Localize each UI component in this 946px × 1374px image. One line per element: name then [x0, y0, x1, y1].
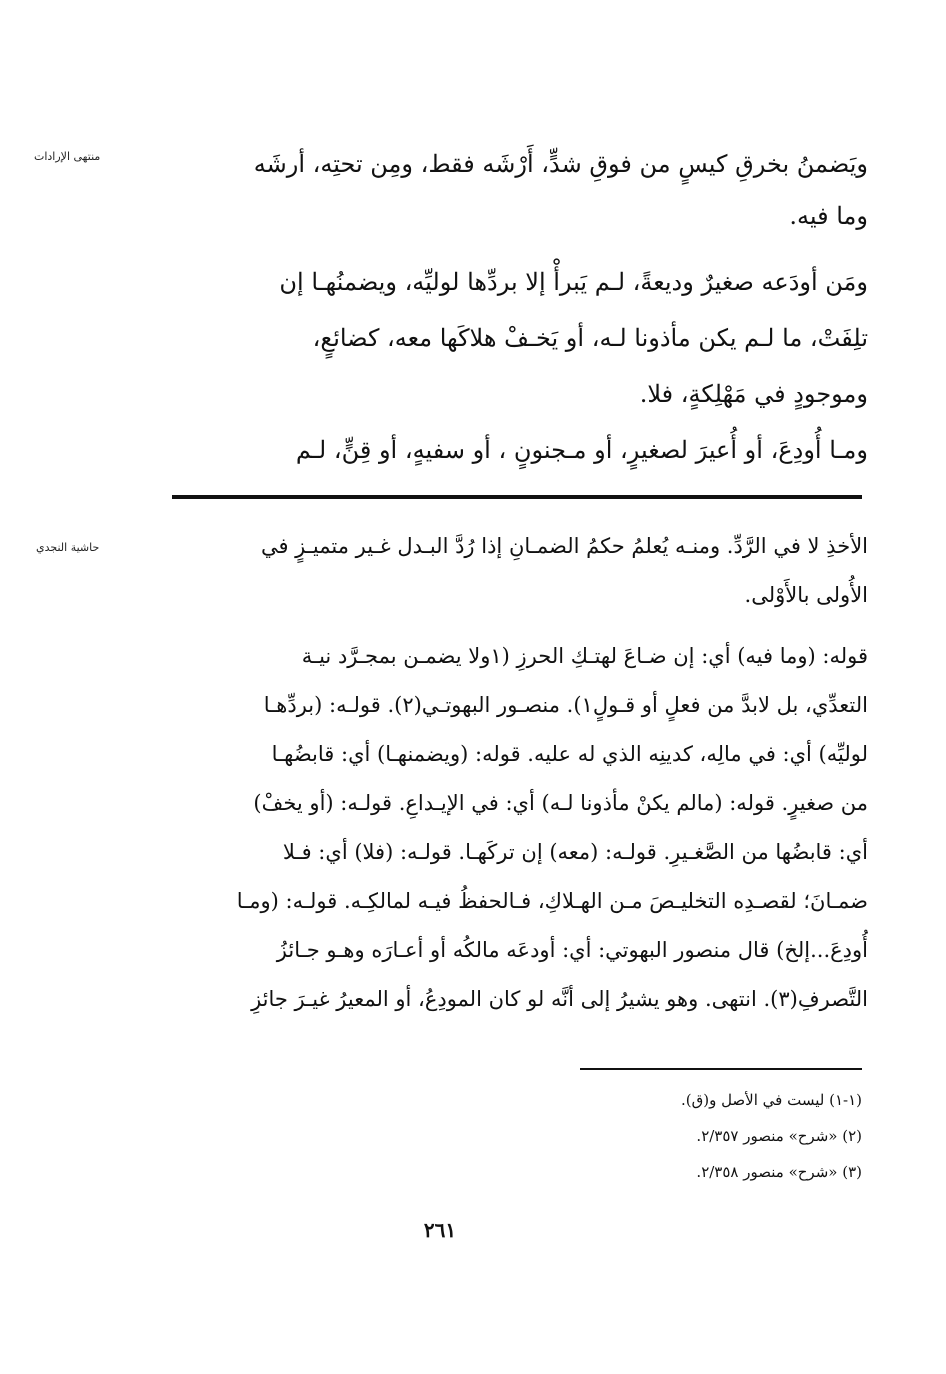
commentary-line: التَّصرفِ(٣). انتهى. وهو يشيرُ إلى أنَّه لو كان المودِعُ، أو المعيرُ غيـرَ جائزِ: [251, 987, 868, 1011]
main-line: ومَن أودَعه صغيرٌ وديعةً، لـم يَبرأْ إلا بردِّها لوليِّه، ويضمنُهـا إن: [279, 268, 868, 296]
footnote: (٢) «شرح» منصور ٢/٣٥٧.: [696, 1127, 862, 1145]
commentary-line: الأخذِ لا في الرَّدِّ. ومنـه يُعلمُ حكمُ الضمـانِ إذا رُدَّ البـدل غـير متميـزٍ في: [260, 534, 868, 558]
side-label-hashiya: حاشية النجدي: [36, 541, 100, 554]
main-line: تلِفَتْ، ما لـم يكن مأذونا لـه، أو يَخـفْ هلاكَها معه، كضائعٍ،: [312, 324, 868, 352]
commentary-text: [172, 522, 868, 1024]
main-text: [172, 136, 868, 478]
commentary-line: من صغيرٍ. قوله: (مالم يكنْ مأذونا لـه) أي: في الإيـداعِ. قولـه: (أو يخفْ): [253, 791, 868, 815]
commentary-line: ضمـانَ؛ لقصـدِه التخليـصَ مـن الهـلاكِ، فـالحفظُ فيـه لمالكِـه. قولـه: (ومـا: [236, 889, 868, 913]
main-line: وما فيه.: [789, 202, 868, 230]
commentary-line: قوله: (وما فيه) أي: إن ضـاعَ لهتـكِ الحرزِ (١ولا يضمـن بمجـرَّد نيـة: [301, 644, 868, 668]
main-line: وموجودٍ في مَهْلِكةٍ، فلا.: [639, 380, 868, 408]
commentary-line: أُودِعَ...إلخ) قال منصور البهوتي: أي: أودعَه مالكُه أو أعـارَه وهـو جـائزُ: [276, 938, 868, 962]
side-label-muntaha: منتهى الإرادات: [34, 150, 101, 163]
main-line: ويَضمنُ بخرقِ كيسٍ من فوقِ شدٍّ، أَرْشَه فقط، ومِن تحتِه، أرشَه: [253, 150, 868, 178]
main-divider: [172, 495, 862, 499]
commentary-line: الأُولى بالأَوْلى.: [744, 583, 868, 607]
footnote: (١-١) ليست في الأصل و(ق).: [680, 1091, 862, 1109]
commentary-line: أي: قابضُها من الصَّغـيرِ. قولـه: (معه) إن تركَهـا. قولـه: (فلا) أي: فـلا: [282, 840, 868, 864]
commentary-line: التعدِّي، بل لابدَّ من فعلٍ أو قـولٍ١). منصـور البهوتـي(٢). قولـه: (بردِّهـا: [263, 693, 868, 717]
footnotes: [560, 1082, 862, 1190]
footnote: (٣) «شرح» منصور ٢/٣٥٨.: [696, 1163, 862, 1181]
footnote-divider: [580, 1068, 862, 1070]
main-line: ومـا أُودِعَ، أو أُعيرَ لصغيرٍ، أو مـجنونٍ ، أو سفيهٍ، أو قِنٍّ، لـم: [295, 436, 868, 464]
commentary-line: لوليِّه) أي: في مالِه، كدينِه الذي له عليه. قوله: (ويضمنهـا) أي: قابضُهـا: [271, 742, 868, 766]
page-number: ٢٦١: [423, 1218, 457, 1242]
